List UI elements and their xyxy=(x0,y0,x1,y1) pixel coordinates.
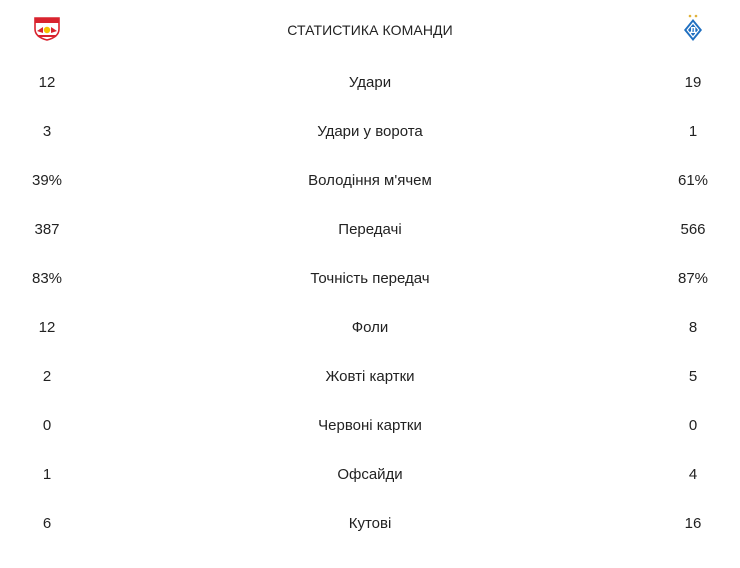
stat-row-corners xyxy=(0,499,740,548)
stat-row-passes xyxy=(0,205,740,254)
stat-row-offsides xyxy=(0,450,740,499)
away-crest-letter: Д xyxy=(689,25,697,35)
stats-title: СТАТИСТИКА КОМАНДИ xyxy=(287,21,453,38)
stat-label: Жовті картки xyxy=(325,368,415,385)
stat-label: Володіння м'ячем xyxy=(308,172,432,189)
stat-label: Офсайди xyxy=(337,466,403,483)
stat-label: Удари у ворота xyxy=(317,123,423,140)
stat-row-red-cards xyxy=(0,401,740,450)
home-value: 6 xyxy=(42,515,52,532)
stat-row-shots xyxy=(0,58,740,107)
stat-label: Кутові xyxy=(348,515,392,532)
stat-row-pass-accuracy xyxy=(0,254,740,303)
home-value: 12 xyxy=(38,74,56,91)
home-value: 12 xyxy=(38,319,56,336)
away-value: 4 xyxy=(688,466,698,483)
home-value: 3 xyxy=(42,123,52,140)
away-team-logo-cell xyxy=(646,13,740,47)
home-value: 83% xyxy=(31,270,63,287)
dynamo-kyiv-crest-icon[interactable] xyxy=(682,13,704,47)
stat-label: Удари xyxy=(348,74,392,91)
home-crest-svg xyxy=(32,15,62,41)
stat-row-yellow-cards xyxy=(0,352,740,401)
away-value: 1 xyxy=(688,123,698,140)
red-bull-salzburg-crest-icon[interactable] xyxy=(32,15,62,45)
stats-header xyxy=(0,5,740,54)
away-value: 5 xyxy=(688,368,698,385)
away-value: 19 xyxy=(684,74,702,91)
stat-row-shots-on-target xyxy=(0,107,740,156)
stat-row-possession xyxy=(0,156,740,205)
away-value: 566 xyxy=(680,221,706,238)
stat-row-fouls xyxy=(0,303,740,352)
away-value: 61% xyxy=(677,172,709,189)
home-team-logo-cell xyxy=(0,15,94,45)
home-value: 1 xyxy=(42,466,52,483)
stat-label: Червоні картки xyxy=(318,417,422,434)
stat-label: Точність передач xyxy=(310,270,430,287)
away-value: 8 xyxy=(688,319,698,336)
home-value: 39% xyxy=(31,172,63,189)
away-value: 0 xyxy=(688,417,698,434)
home-value: 387 xyxy=(34,221,60,238)
away-value: 87% xyxy=(677,270,709,287)
home-value: 0 xyxy=(42,417,52,434)
stat-label: Фоли xyxy=(351,319,389,336)
away-value: 16 xyxy=(684,515,702,532)
stat-label: Передачі xyxy=(338,221,402,238)
away-crest-svg xyxy=(682,13,704,43)
home-value: 2 xyxy=(42,368,52,385)
